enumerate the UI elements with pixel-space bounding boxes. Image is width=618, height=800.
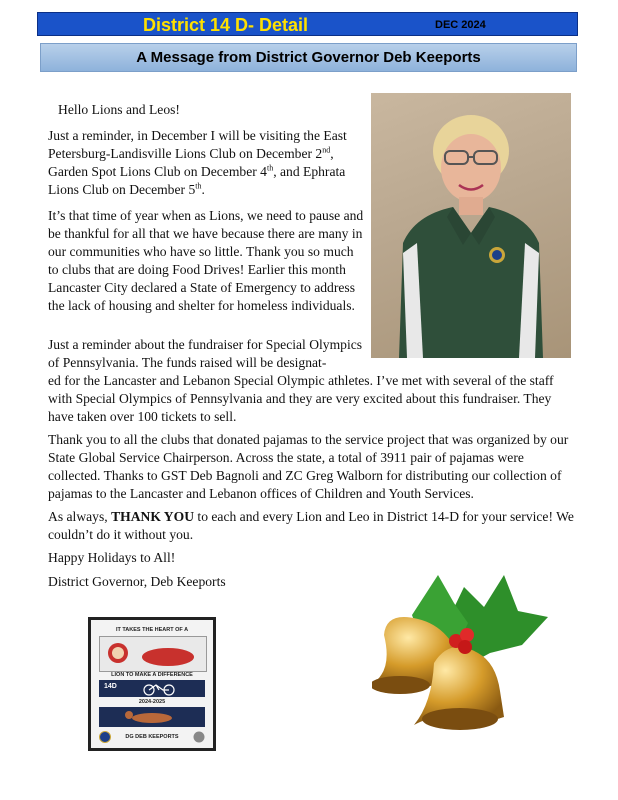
badge-district-label: 14D (104, 683, 117, 690)
visits-text-4: . (201, 182, 205, 197)
bicycle-icon (141, 682, 181, 696)
paragraph-visits (48, 127, 366, 199)
visits-text-2: , Garden Spot Lions Club on December 4 (48, 146, 334, 179)
paragraph-thank-you (48, 508, 576, 544)
christmas-bells-icon (372, 567, 552, 737)
header-bar (37, 12, 578, 36)
greeting: Hello Lions and Leos! (58, 102, 180, 117)
newsletter-title: District 14 D- Detail (143, 15, 309, 35)
visits-sup-3: th (195, 181, 202, 191)
visits-text-1: Just a reminder, in December I will be visiting the East Petersburg-Landisville Lions Club on December 2 (48, 128, 347, 161)
paragraph-pajamas: Thank you to all the clubs that donated pajamas to the service project that was organized by our State Global Service Chairperson. Across the state, a total of 3911 pair of pajamas were collected. Thanks to GST Deb Bagnoli and ZC Greg Walborn for distributing our collection of pajamas to the Lancaster and Lebanon offices of Children and Youth Services. (48, 432, 569, 501)
portrait-illustration (371, 93, 571, 358)
thank-you-text-1: As always, (48, 509, 112, 524)
signature: District Governor, Deb Keeports (48, 574, 226, 589)
district-badge (88, 617, 216, 751)
badge-line-1: IT TAKES THE HEART OF A (115, 627, 189, 633)
badge-line-5: DG DEB KEEPORTS (125, 734, 179, 740)
paragraph-thankful: It’s that time of year when as Lions, we need to pause and be thankful for all that we have because there are many in our communities who have so little. Thank you so much to clubs that are doing Food Drives! Earlier this month Lancaster City declared a State of Emergency to address the lack of housing and shelter for homeless individuals. (48, 208, 364, 313)
dachshund-icon (99, 707, 205, 727)
badge-bike-stripe (99, 680, 205, 697)
visits-sup-2: th (266, 163, 274, 173)
lion-mascot-icon (100, 637, 206, 671)
issue-date: DEC 2024 (435, 19, 486, 31)
visits-text-3: , and Ephrata Lions Club on December 5 (48, 164, 346, 197)
holiday-greeting: Happy Holidays to All! (48, 550, 176, 565)
message-title: A Message from District Governor Deb Keeports (136, 49, 481, 66)
visits-sup-1: nd (322, 145, 331, 155)
badge-dog-stripe (99, 707, 205, 727)
badge-line-2: LION TO MAKE A DIFFERENCE (111, 672, 193, 678)
badge-line-4: 2024-2025 (138, 699, 166, 705)
thank-you-text-2: to each and every Lion and Leo in District 14-D for your service! We couldn’t do it without you. (48, 509, 574, 542)
paragraph-fundraiser-end: ed for the Lancaster and Lebanon Special Olympic athletes. I’ve met with several of the staff with Special Olympics of Pennsylvania and they are very excited about this fundraiser. They have taken over 100 tickets to sell. (48, 373, 554, 424)
message-banner (40, 43, 577, 72)
paragraph-fundraiser-start: Just a reminder about the fundraiser for Special Olympics of Pennsylvania. The funds raised will be designat- (48, 337, 363, 370)
governor-photo (371, 93, 571, 358)
thank-you-bold: THANK YOU (111, 509, 195, 524)
badge-lion-panel (99, 636, 207, 672)
